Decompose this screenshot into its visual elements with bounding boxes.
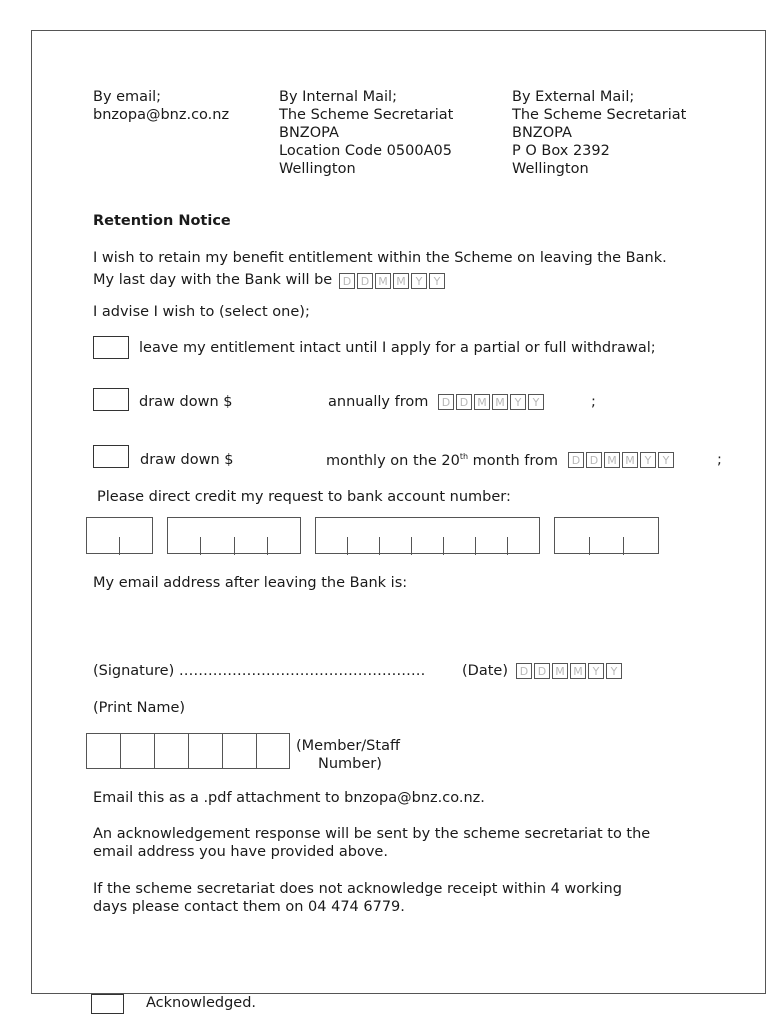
internal-line: Wellington — [279, 161, 356, 177]
branch-code-field[interactable] — [167, 517, 301, 554]
email-label: By email; — [93, 89, 162, 105]
last-day-date-field[interactable] — [339, 273, 447, 289]
date-label: (Date) — [462, 663, 508, 679]
option-annual-checkbox[interactable] — [93, 388, 129, 411]
external-line: The Scheme Secretariat — [512, 107, 687, 123]
date-cell[interactable]: Y — [606, 663, 622, 679]
account-number-field[interactable] — [315, 517, 540, 554]
date-cell[interactable]: Y — [588, 663, 604, 679]
date-cell[interactable]: Y — [640, 452, 656, 468]
date-cell[interactable]: M — [570, 663, 586, 679]
email-after-label: My email address after leaving the Bank is: — [93, 575, 408, 591]
external-line: BNZOPA — [512, 125, 572, 141]
date-cell[interactable]: D — [339, 273, 355, 289]
email-instruction: Email this as a .pdf attachment to bnzopa@bnz.co.nz. — [93, 790, 485, 806]
date-cell[interactable]: D — [568, 452, 584, 468]
contact-external-column — [512, 88, 686, 178]
suffix-field[interactable] — [554, 517, 659, 554]
page-title: Retention Notice — [93, 213, 231, 229]
ack-line-1: An acknowledgement response will be sent by the scheme secretariat to the — [93, 826, 651, 842]
bank-code-field[interactable] — [86, 517, 153, 554]
annual-end: ; — [591, 394, 596, 410]
date-cell[interactable]: M — [474, 394, 490, 410]
date-cell[interactable]: M — [622, 452, 638, 468]
option-monthly-checkbox[interactable] — [93, 445, 129, 468]
option-intact-label: leave my entitlement intact until I apply for a partial or full withdrawal; — [139, 340, 656, 356]
external-label: By External Mail; — [512, 89, 635, 105]
member-number-field[interactable] — [86, 733, 290, 769]
date-cell[interactable]: D — [534, 663, 550, 679]
date-cell[interactable]: Y — [510, 394, 526, 410]
monthly-date-field[interactable] — [568, 452, 676, 468]
contact-line-1: If the scheme secretariat does not acknowledge receipt within 4 working — [93, 881, 622, 897]
monthly-sup: th — [459, 452, 469, 461]
bank-account-label: Please direct credit my request to bank account number: — [97, 489, 511, 505]
contact-email-column — [93, 88, 229, 124]
date-cell[interactable]: Y — [429, 273, 445, 289]
date-cell[interactable]: M — [375, 273, 391, 289]
acknowledged-label: Acknowledged. — [146, 995, 257, 1011]
option-monthly-label: draw down $ — [140, 452, 234, 468]
member-label-line1: (Member/Staff — [296, 738, 400, 754]
signature-date-field[interactable] — [516, 663, 624, 679]
option-annual-label: draw down $ — [139, 394, 233, 410]
intro-line-1: I wish to retain my benefit entitlement within the Scheme on leaving the Bank. — [93, 250, 667, 266]
annual-from-label: annually from — [328, 394, 429, 410]
date-cell[interactable]: Y — [411, 273, 427, 289]
intro-line-2: My last day with the Bank will be — [93, 272, 333, 288]
date-cell[interactable]: D — [438, 394, 454, 410]
internal-line: BNZOPA — [279, 125, 339, 141]
signature-line[interactable]: (Signature) …………………………………………… — [93, 663, 426, 679]
annual-date-field[interactable] — [438, 394, 546, 410]
date-cell[interactable]: D — [516, 663, 532, 679]
contact-internal-column — [279, 88, 453, 178]
monthly-text — [326, 452, 558, 469]
print-name-label: (Print Name) — [93, 700, 186, 716]
external-line: Wellington — [512, 161, 589, 177]
date-cell[interactable]: Y — [658, 452, 674, 468]
email-address: bnzopa@bnz.co.nz — [93, 107, 230, 123]
date-cell[interactable]: M — [604, 452, 620, 468]
internal-line: Location Code 0500A05 — [279, 143, 452, 159]
monthly-end: ; — [717, 452, 722, 468]
acknowledged-checkbox[interactable] — [91, 994, 124, 1014]
acknowledgement-paragraph — [93, 825, 650, 861]
date-cell[interactable]: Y — [528, 394, 544, 410]
date-cell[interactable]: D — [456, 394, 472, 410]
ack-line-2: email address you have provided above. — [93, 844, 388, 860]
contact-paragraph — [93, 880, 622, 916]
monthly-post: month from — [472, 452, 559, 469]
advise-text: I advise I wish to (select one); — [93, 304, 310, 320]
member-label — [296, 737, 400, 773]
date-cell[interactable]: D — [586, 452, 602, 468]
option-intact-checkbox[interactable] — [93, 336, 129, 359]
internal-line: The Scheme Secretariat — [279, 107, 454, 123]
member-label-line2: Number) — [318, 756, 382, 772]
date-cell[interactable]: M — [552, 663, 568, 679]
external-line: P O Box 2392 — [512, 143, 610, 159]
date-cell[interactable]: D — [357, 273, 373, 289]
date-cell[interactable]: M — [393, 273, 409, 289]
monthly-pre: monthly on the 20 — [326, 452, 460, 469]
internal-label: By Internal Mail; — [279, 89, 397, 105]
contact-line-2: days please contact them on 04 474 6779. — [93, 899, 405, 915]
date-cell[interactable]: M — [492, 394, 508, 410]
